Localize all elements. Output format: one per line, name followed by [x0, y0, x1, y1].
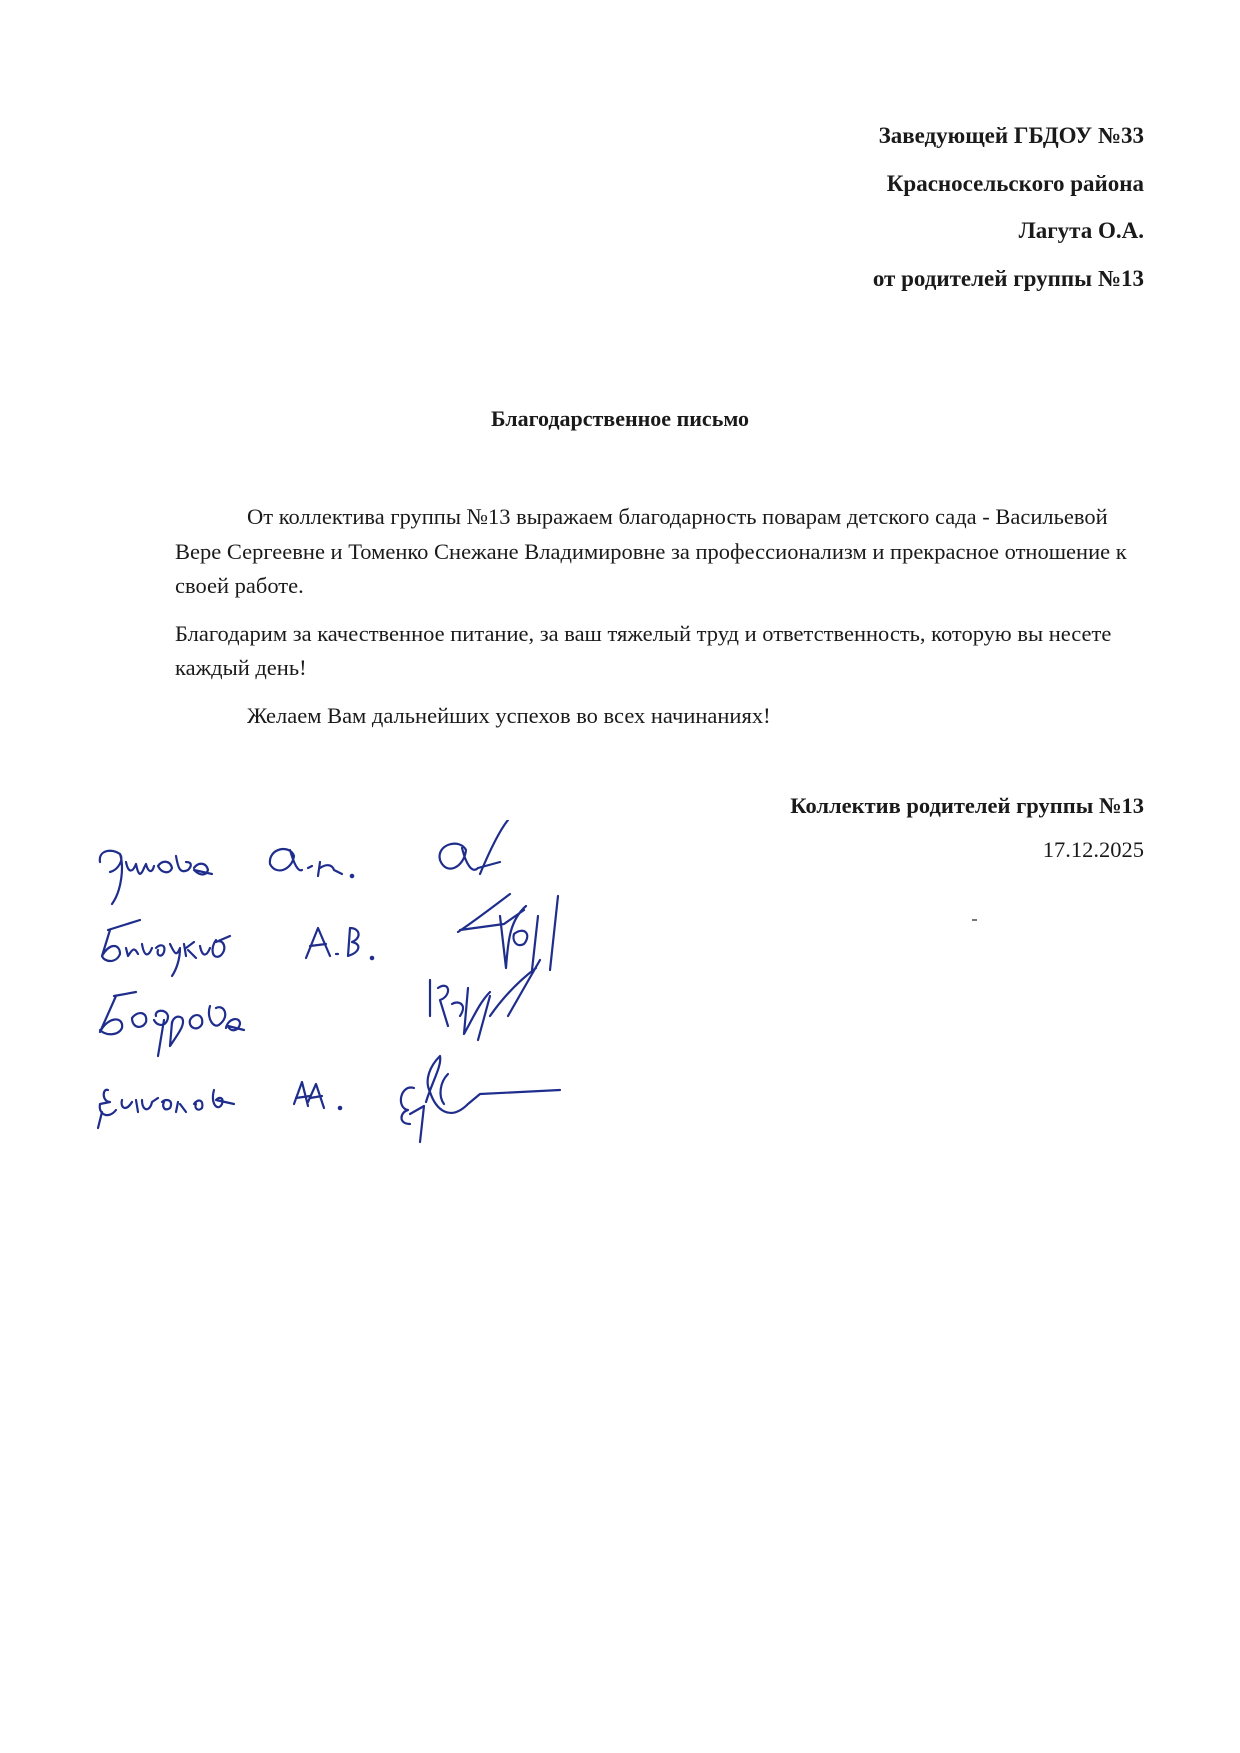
addressee-line-from: от родителей группы №13 [872, 265, 1144, 291]
signature-line-3 [100, 960, 540, 1056]
addressee-line-position: Заведующей ГБДОУ №33 [878, 123, 1144, 148]
body-paragraph-gratitude: От коллектива группы №13 выражаем благодарность поварам детского сада - Васильевой Вере Сергеевне и Томенко Снежане Владимировне за профессионализм и прекрасное отношение к своей работе. [175, 504, 1127, 598]
handwriting-icon [80, 820, 620, 1160]
signature-line-2 [102, 894, 558, 976]
letter-body [175, 500, 1151, 746]
handwritten-signatures [80, 820, 620, 1160]
signature-block [790, 784, 1144, 872]
addressee-line-district: Красносельского района [886, 170, 1144, 196]
signature-date: 17.12.2025 [1042, 837, 1144, 862]
signature-organization: Коллектив родителей группы №13 [790, 793, 1144, 818]
addressee-line-name: Лагута О.А. [1018, 218, 1144, 243]
signature-line-1 [100, 820, 508, 904]
letter-title: Благодарственное письмо [490, 406, 750, 431]
addressee-block [873, 112, 1144, 302]
scan-artifact [972, 919, 977, 921]
body-paragraph-wishes: Желаем Вам дальнейших успехов во всех начинаниях! [247, 702, 771, 728]
body-paragraph-thanks: Благодарим за качественное питание, за ваш тяжелый труд и ответственность, которую вы несете каждый день! [175, 620, 1112, 680]
signature-line-4 [98, 1056, 560, 1142]
